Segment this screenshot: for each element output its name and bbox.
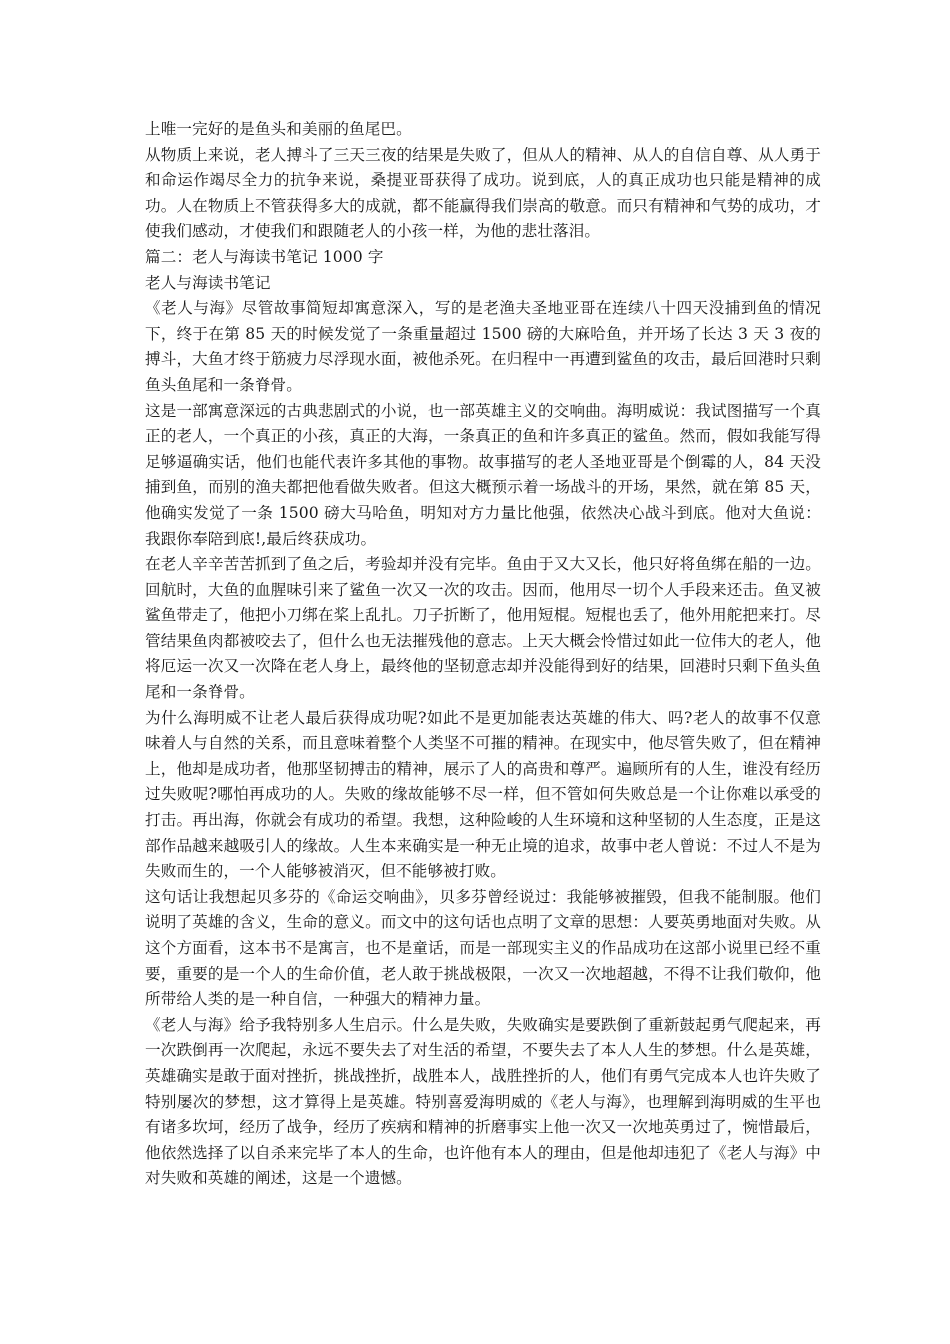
paragraph-7: 这句话让我想起贝多芬的《命运交响曲》，贝多芬曾经说过：我能够被摧毁，但我不能制服。他们说明了英雄的含义，生命的意义。而文中的这句话也点明了文章的思想：人要英勇地面对失败。从这个方面看，这本书不是寓言，也不是童话，而是一部现实主义的作品成功在这部小说里已经不重要，重要的是一个人的生命价值，老人敢于挑战极限，一次又一次地超越，不得不让我们敬仰，他所带给人类的是一种自信，一种强大的精神力量。: [145, 887, 821, 1009]
section-heading: 篇二：老人与海读书笔记 1000 字: [145, 247, 384, 266]
paragraph-4: 这是一部寓意深远的古典悲剧式的小说，也一部英雄主义的交响曲。海明威说：我试图描写一个真正的老人，一个真正的小孩，真正的大海，一条真正的鱼和许多真正的鲨鱼。然而，假如我能写得足够逼确实话，他们也能代表许多其他的事物。故事描写的老人圣地亚哥是个倒霉的人，84 天没捕到鱼，而别的渔夫都把他看做失败者。但这大概预示着一场战斗的开场，果然，就在第 85 天，他确实发觉了一条 1500 磅大马哈鱼，明知对方力量比他强，依然决心战斗到底。他对大鱼说：我跟你奉陪到底!,最后终获成功。: [145, 401, 821, 548]
document-body: [145, 117, 821, 1192]
paragraph-3: 《老人与海》尽管故事简短却寓意深入，写的是老渔夫圣地亚哥在连续八十四天没捕到鱼的情况下，终于在第 85 天的时候发觉了一条重量超过 1500 磅的大麻哈鱼，并开场了长达 3 天 3 夜的搏斗，大鱼才终于筋疲力尽浮现水面，被他杀死。在归程中一再遭到鲨鱼的攻击，最后回港时只剩鱼头鱼尾和一条脊骨。: [145, 299, 821, 394]
paragraph-2: 从物质上来说，老人搏斗了三天三夜的结果是失败了，但从人的精神、从人的自信自尊、从人勇于和命运作竭尽全力的抗争来说，桑提亚哥获得了成功。说到底，人的真正成功也只能是精神的成功。人在物质上不管获得多大的成就，都不能赢得我们崇高的敬意。而只有精神和气势的成功，才使我们感动，才使我们和跟随老人的小孩一样，为他的悲壮落泪。: [145, 145, 821, 241]
paragraph-8: 《老人与海》给予我特别多人生启示。什么是失败，失败确实是要跌倒了重新鼓起勇气爬起来，再一次跌倒再一次爬起，永远不要失去了对生活的希望，不要失去了本人人生的梦想。什么是英雄，英雄确实是敢于面对挫折，挑战挫折，战胜本人，战胜挫折的人，他们有勇气完成本人也许失败了特别屡次的梦想，这才算得上是英雄。特别喜爱海明威的《老人与海》，也理解到海明威的生平也有诸多坎坷，经历了战争，经历了疾病和精神的折磨事实上他一次又一次地英勇过了，惋惜最后，他依然选择了以自杀来完毕了本人的生命，也许他有本人的理由，但是他却违犯了《老人与海》中对失败和英雄的阐述，这是一个遗憾。: [145, 1015, 821, 1188]
paragraph-6: 为什么海明威不让老人最后获得成功呢?如此不是更加能表达英雄的伟大、吗?老人的故事不仅意味着人与自然的关系，而且意味着整个人类坚不可摧的精神。在现实中，他尽管失败了，但在精神上，他却是成功者，他那坚韧搏击的精神，展示了人的高贵和尊严。遍顾所有的人生，谁没有经历过失败呢?哪怕再成功的人。失败的缘故能够不尽一样，但不管如何失败总是一个让你难以承受的打击。再出海，你就会有成功的希望。我想，这种险峻的人生环境和这种坚韧的人生态度，正是这部作品越来越吸引人的缘故。人生本来确实是一种无止境的追求，故事中老人曾说：不过人不是为失败而生的，一个人能够被消灭，但不能够被打败。: [145, 708, 821, 881]
paragraph-5: 在老人辛辛苦苦抓到了鱼之后，考验却并没有完毕。鱼由于又大又长，他只好将鱼绑在船的一边。回航时，大鱼的血腥味引来了鲨鱼一次又一次的攻击。因而，他用尽一切个人手段来还击。鱼叉被鲨鱼带走了，他把小刀绑在桨上乱扎。刀子折断了，他用短棍。短棍也丢了，他外用舵把来打。尽管结果鱼肉都被咬去了，但什么也无法摧残他的意志。上天大概会怜惜过如此一位伟大的老人，他将厄运一次又一次降在老人身上，最终他的坚韧意志却并没能得到好的结果，回港时只剩下鱼头鱼尾和一条脊骨。: [145, 555, 821, 702]
section-subtitle: 老人与海读书笔记: [145, 273, 271, 292]
paragraph-1: 上唯一完好的是鱼头和美丽的鱼尾巴。: [145, 120, 412, 138]
